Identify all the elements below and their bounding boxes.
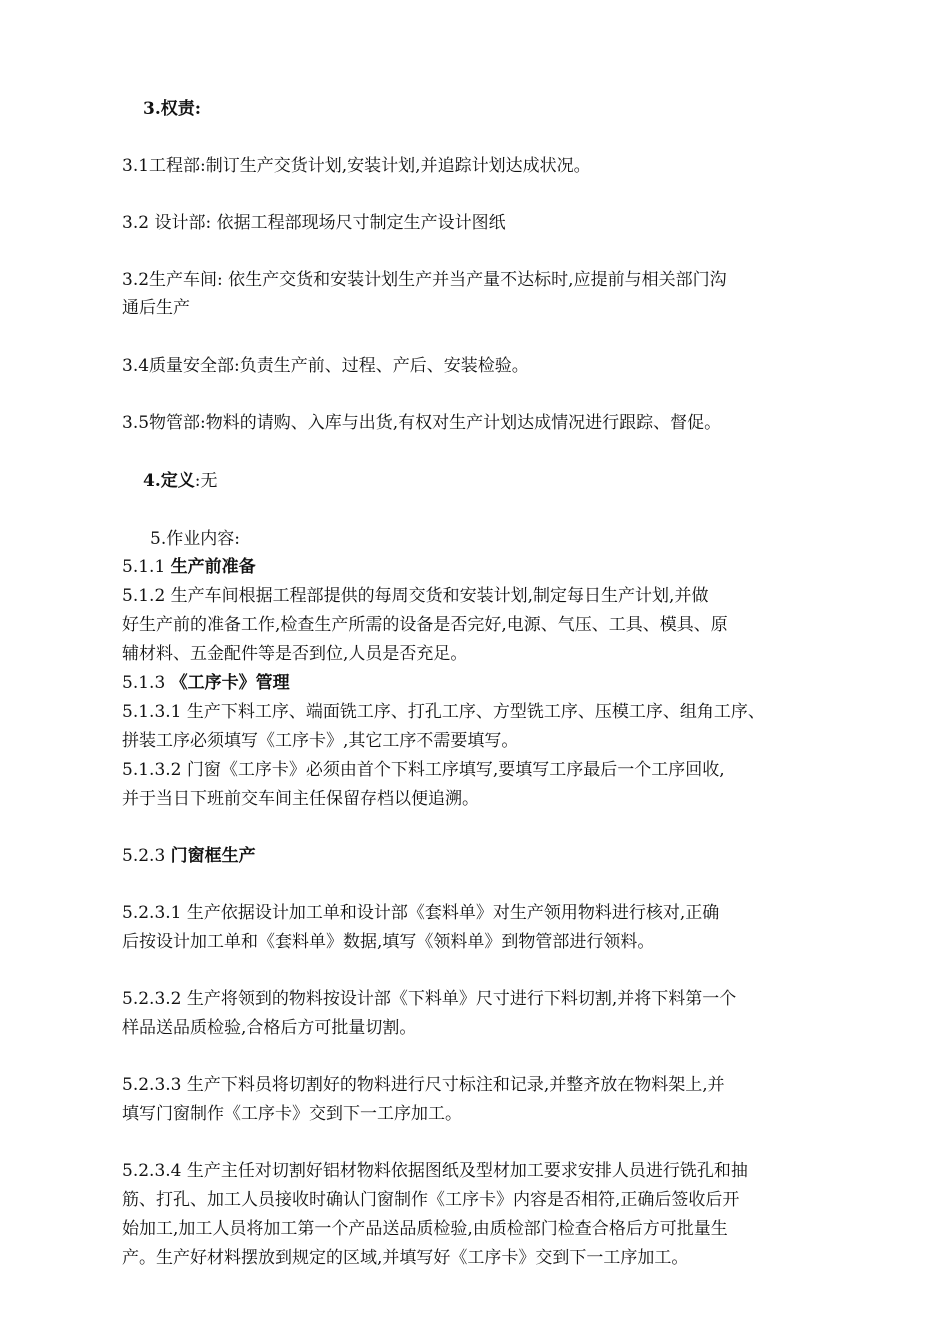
subsection-5-2-3-number: 5.2.3	[122, 846, 171, 866]
paragraph-5-2-3-4-line-4: 产。生产好材料摆放到规定的区域,并填写好《工序卡》交到下一工序加工。	[122, 1248, 689, 1268]
paragraph-5-2-3-3-line-1: 5.2.3.3 生产下料员将切割好的物料进行尺寸标注和记录,并整齐放在物料架上,并	[122, 1075, 725, 1095]
paragraph-5-2-3-3-line-2: 填写门窗制作《工序卡》交到下一工序加工。	[122, 1104, 462, 1124]
paragraph-5-2-3-4-line-2: 筋、打孔、加工人员接收时确认门窗制作《工序卡》内容是否相符,正确后签收后开	[122, 1190, 740, 1210]
subsection-5-1-3	[122, 669, 290, 697]
subsection-5-2-3	[122, 842, 256, 870]
subsection-5-1-1-title: 生产前准备	[170, 557, 256, 577]
subsection-5-1-1-number: 5.1.1	[122, 557, 171, 577]
paragraph-3-2-workshop-line-1: 3.2生产车间: 依生产交货和安装计划生产并当产量不达标时,应提前与相关部门沟	[122, 270, 727, 290]
paragraph-5-1-3-1-line-2: 拼装工序必须填写《工序卡》,其它工序不需要填写。	[122, 731, 519, 751]
section-5-heading: 5.作业内容:	[150, 529, 240, 549]
section-4-value: :无	[194, 471, 218, 491]
subsection-5-1-1	[122, 553, 256, 581]
paragraph-5-2-3-4-line-1: 5.2.3.4 生产主任对切割好铝材物料依据图纸及型材加工要求安排人员进行铣孔和抽	[122, 1161, 748, 1181]
paragraph-5-2-3-1-line-1: 5.2.3.1 生产依据设计加工单和设计部《套料单》对生产领用物料进行核对,正确	[122, 903, 720, 923]
paragraph-3-2-design: 3.2 设计部: 依据工程部现场尺寸制定生产设计图纸	[122, 213, 506, 233]
paragraph-3-4: 3.4质量安全部:负责生产前、过程、产后、安装检验。	[122, 356, 529, 376]
subsection-5-1-3-number: 5.1.3	[122, 673, 171, 693]
paragraph-5-1-2-line-3: 辅材料、五金配件等是否到位,人员是否充足。	[122, 644, 468, 664]
section-4-label: 4.定义	[143, 471, 195, 491]
paragraph-5-2-3-2-line-1: 5.2.3.2 生产将领到的物料按设计部《下料单》尺寸进行下料切割,并将下料第一个	[122, 989, 737, 1009]
paragraph-5-1-3-1-line-1: 5.1.3.1 生产下料工序、端面铣工序、打孔工序、方型铣工序、压模工序、组角工序、	[122, 702, 765, 722]
paragraph-5-1-2-line-2: 好生产前的准备工作,检查生产所需的设备是否完好,电源、气压、工具、模具、原	[122, 615, 728, 635]
paragraph-3-5: 3.5物管部:物料的请购、入库与出货,有权对生产计划达成情况进行跟踪、督促。	[122, 413, 722, 433]
paragraph-5-2-3-4-line-3: 始加工,加工人员将加工第一个产品送品质检验,由质检部门检查合格后方可批量生	[122, 1219, 728, 1239]
paragraph-3-1: 3.1工程部:制订生产交货计划,安装计划,并追踪计划达成状况。	[122, 156, 591, 176]
section-3-heading: 3.权责:	[143, 99, 202, 119]
paragraph-5-1-2-line-1: 5.1.2 生产车间根据工程部提供的每周交货和安装计划,制定每日生产计划,并做	[122, 586, 709, 606]
paragraph-5-2-3-2-line-2: 样品送品质检验,合格后方可批量切割。	[122, 1018, 417, 1038]
paragraph-5-2-3-1-line-2: 后按设计加工单和《套料单》数据,填写《领料单》到物管部进行领料。	[122, 932, 655, 952]
subsection-5-2-3-title: 门窗框生产	[170, 846, 256, 866]
paragraph-5-1-3-2-line-1: 5.1.3.2 门窗《工序卡》必须由首个下料工序填写,要填写工序最后一个工序回收,	[122, 760, 725, 780]
paragraph-3-2-workshop-line-2: 通后生产	[122, 298, 190, 318]
section-4-heading	[143, 467, 217, 495]
paragraph-5-1-3-2-line-2: 并于当日下班前交车间主任保留存档以便追溯。	[122, 789, 479, 809]
subsection-5-1-3-title: 《工序卡》管理	[170, 673, 290, 693]
